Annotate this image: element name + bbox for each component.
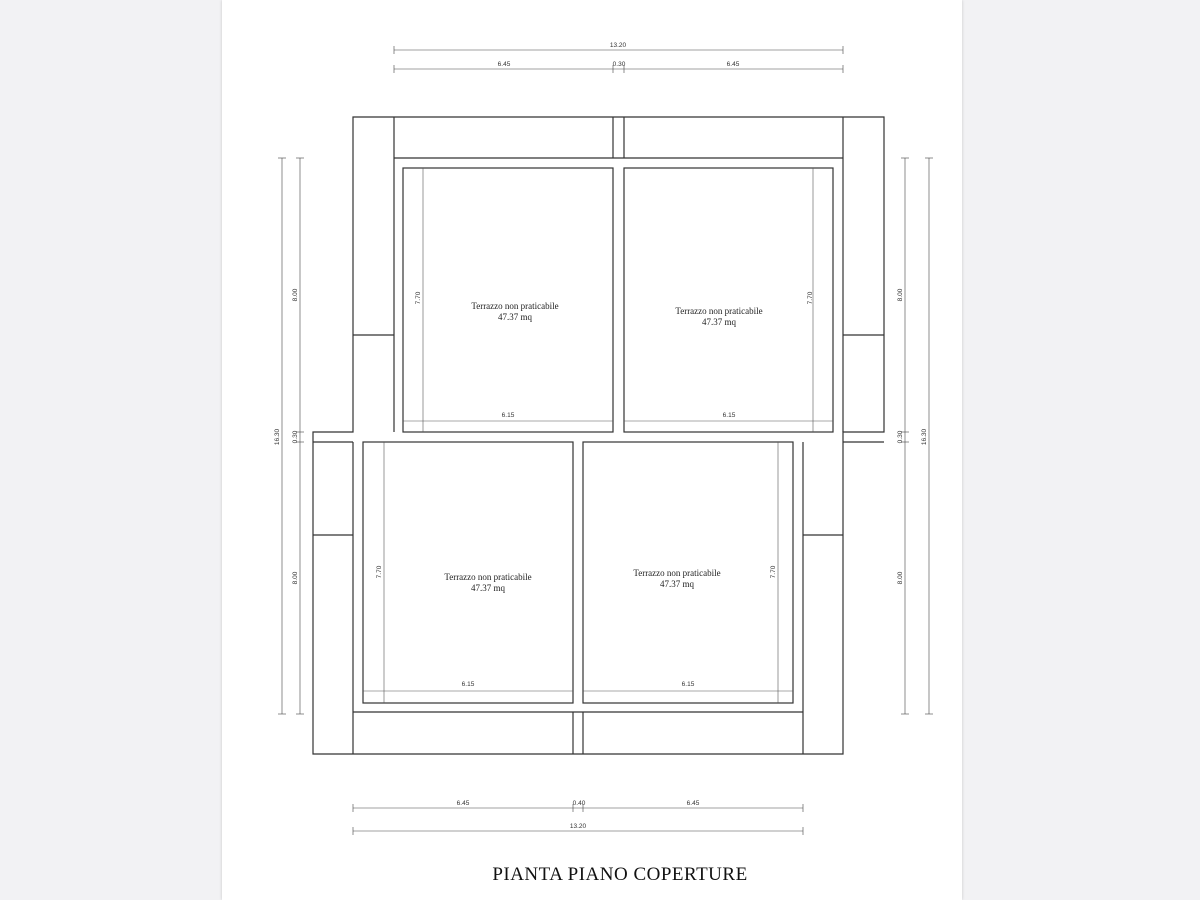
dim-room-height: 7.70 xyxy=(415,291,422,305)
dim-room-height: 7.70 xyxy=(770,565,777,579)
dim-top-mid: 0.30 xyxy=(612,61,626,68)
dim-room-height: 7.70 xyxy=(376,565,383,579)
dim-right-lower: 8.00 xyxy=(897,571,904,585)
dim-left-total: 16.30 xyxy=(274,428,281,446)
dim-top-total: 13.20 xyxy=(609,42,627,49)
dim-room-width: 6.15 xyxy=(501,412,515,419)
room-upper-right xyxy=(624,168,833,432)
dim-bottom-mid: 0.40 xyxy=(572,800,586,807)
room-label: Terrazzo non praticabile xyxy=(471,301,559,311)
room-area: 47.37 mq xyxy=(497,312,533,322)
dim-left-mid: 0.30 xyxy=(292,430,299,444)
dim-left-upper: 8.00 xyxy=(292,288,299,302)
dim-right-upper: 8.00 xyxy=(897,288,904,302)
room-lower-right xyxy=(583,442,793,703)
dim-top-right: 6.45 xyxy=(726,61,740,68)
dim-right-mid: 0.30 xyxy=(897,430,904,444)
dim-left-lower: 8.00 xyxy=(292,571,299,585)
building-outline xyxy=(313,117,884,754)
room-label: Terrazzo non praticabile xyxy=(633,568,721,578)
room-area: 47.37 mq xyxy=(659,579,695,589)
room-area: 47.37 mq xyxy=(701,317,737,327)
room-lower-left xyxy=(363,442,573,703)
room-area: 47.37 mq xyxy=(470,583,506,593)
room-label: Terrazzo non praticabile xyxy=(675,306,763,316)
dim-room-width: 6.15 xyxy=(722,412,736,419)
dim-bottom-left: 6.45 xyxy=(456,800,470,807)
dim-bottom-right: 6.45 xyxy=(686,800,700,807)
right-dimensions xyxy=(897,158,933,714)
dim-top-left: 6.45 xyxy=(497,61,511,68)
plan-title: PIANTA PIANO COPERTURE xyxy=(492,864,748,885)
dim-bottom-total: 13.20 xyxy=(569,823,587,830)
drawing-sheet xyxy=(222,0,962,900)
floor-plan xyxy=(222,0,962,900)
room-label: Terrazzo non praticabile xyxy=(444,572,532,582)
left-dimensions xyxy=(274,158,304,714)
dim-room-height: 7.70 xyxy=(807,291,814,305)
bottom-dimensions xyxy=(353,800,803,835)
top-dimensions xyxy=(394,42,843,73)
dim-room-width: 6.15 xyxy=(681,681,695,688)
dim-right-total: 16.30 xyxy=(921,428,928,446)
dim-room-width: 6.15 xyxy=(461,681,475,688)
room-upper-left xyxy=(403,168,613,432)
